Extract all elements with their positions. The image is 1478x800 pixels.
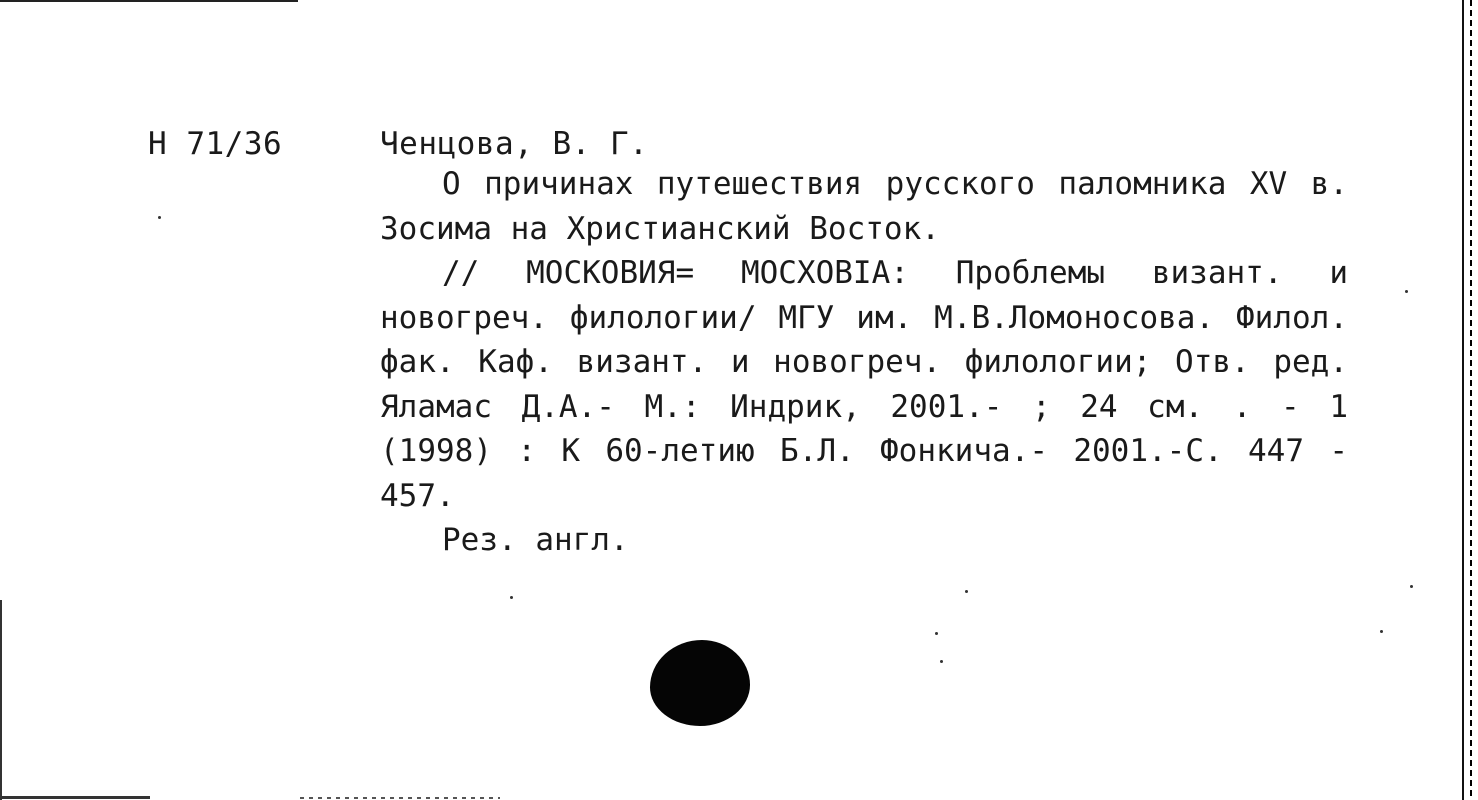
scan-border-bottom-dashed (300, 797, 500, 799)
card-body (380, 162, 1348, 563)
scan-speck (158, 216, 161, 219)
scan-border-top (0, 0, 298, 2)
scan-speck (1410, 585, 1413, 588)
punch-hole (650, 640, 750, 726)
scan-speck (510, 596, 513, 599)
note-paragraph: Рез. англ. (442, 522, 629, 558)
scan-border-left (0, 600, 2, 800)
shelf-mark: Н 71/36 (148, 126, 283, 162)
scan-speck (1405, 290, 1408, 293)
author-heading: Ченцова, В. Г. (380, 126, 649, 162)
title-paragraph: О причинах путешествия русского паломника XV в. Зосима на Христианский Восток. (380, 166, 1348, 247)
scan-speck (935, 632, 938, 635)
source-paragraph: // МОСКОВИЯ= МОСХОВIА: Проблемы визант. и новогреч. филологии/ МГУ им. М.В.Ломоносова. Филол. фак. Каф. визант. и новогреч. филологии; Отв. ред. Яламас Д.А.- М.: Индрик, 2001.- ; 24 см. . - 1 (1998) : К 60-летию Б.Л. Фонкича.- 2001.-С. 447 - 457. (380, 255, 1348, 514)
scan-speck (1380, 630, 1383, 633)
scan-border-right (1462, 0, 1478, 800)
scan-speck (965, 590, 968, 593)
scan-speck (940, 660, 943, 663)
scan-border-bottom (0, 796, 150, 799)
